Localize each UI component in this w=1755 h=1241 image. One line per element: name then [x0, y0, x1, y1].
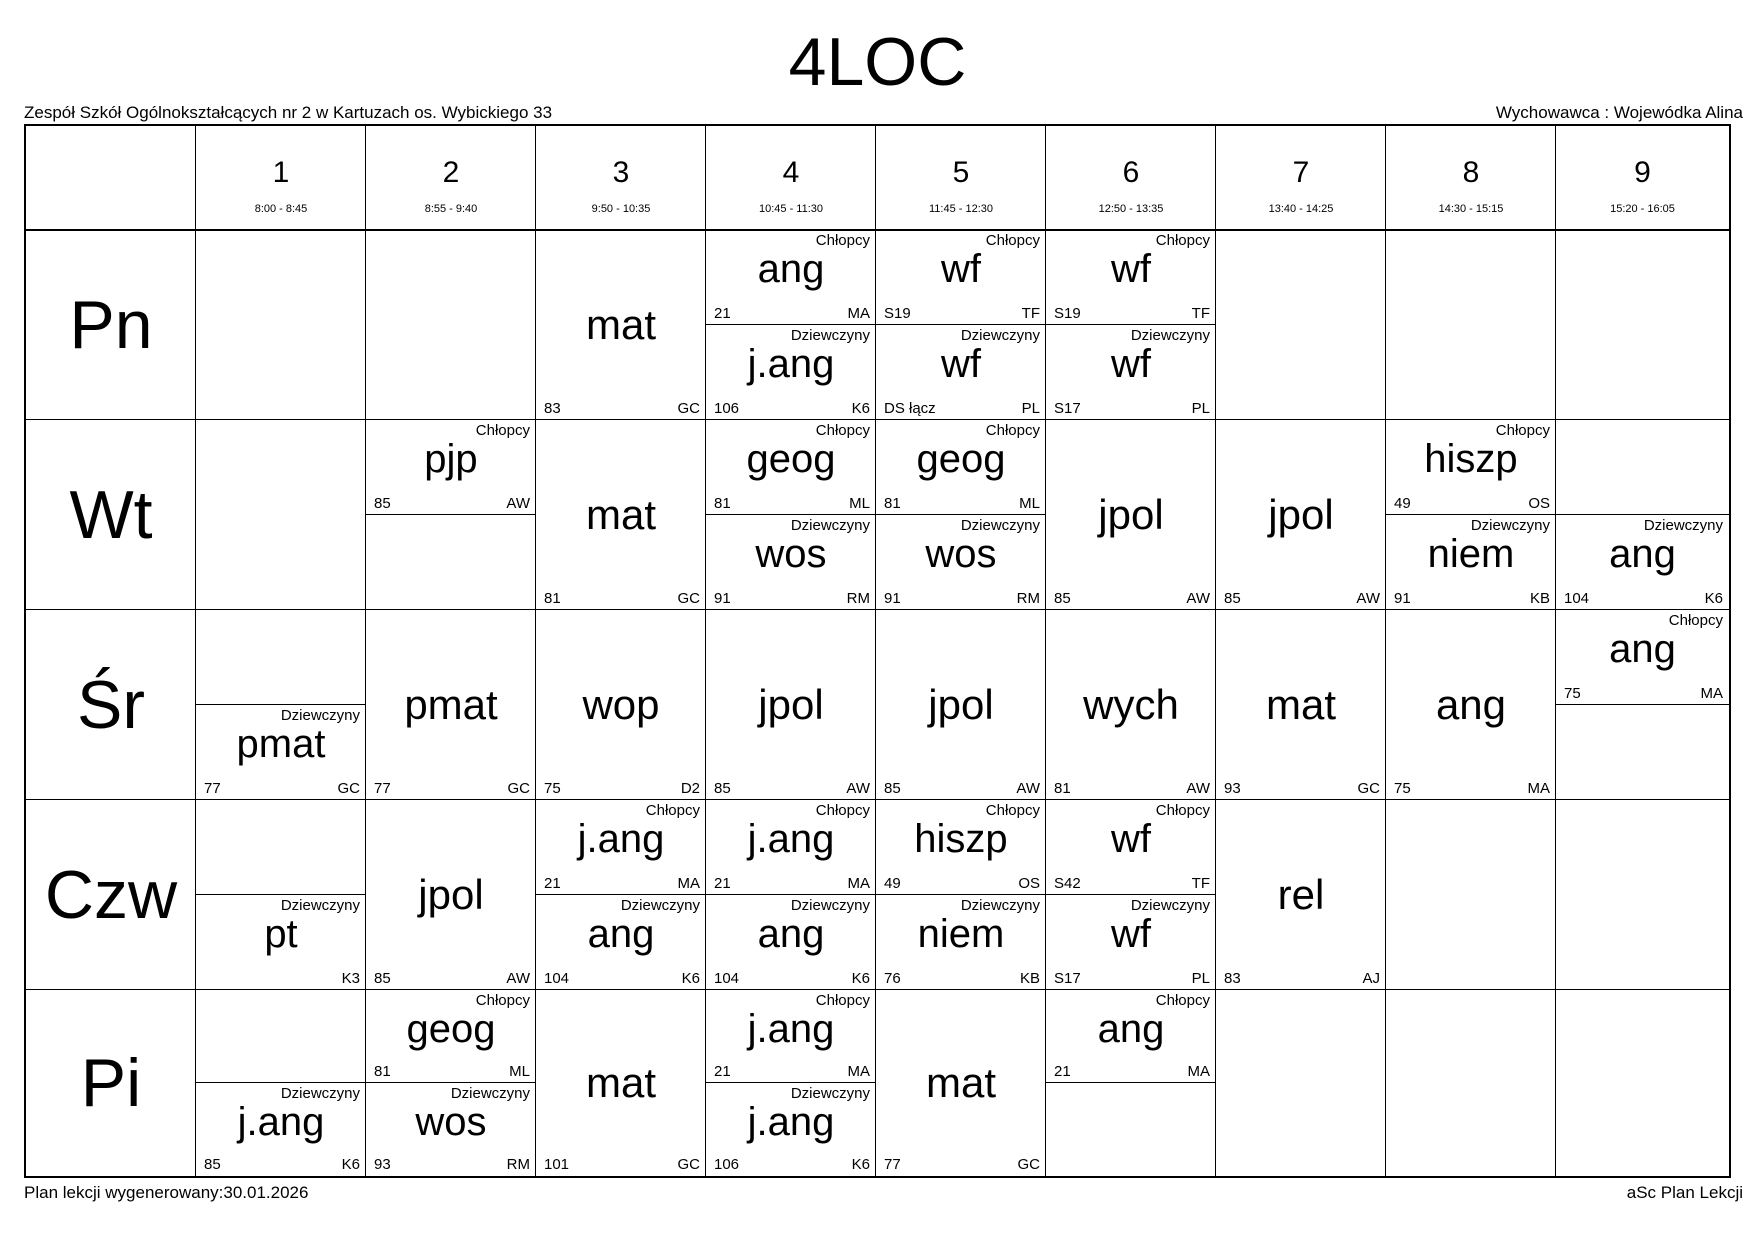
lesson-group: Dziewczyny: [280, 897, 360, 914]
lesson-cell: [536, 800, 706, 895]
timetable-grid: [24, 124, 1731, 1178]
lesson-room: 77: [884, 1156, 901, 1173]
lesson-cell: [706, 610, 876, 800]
lesson-cell: [706, 230, 876, 325]
lesson-subject: mat: [585, 301, 656, 348]
lesson-subject: wf: [1111, 817, 1151, 861]
lesson-cell: [196, 610, 366, 705]
lesson-subject: rel: [1277, 871, 1325, 918]
lesson-cell: [706, 1083, 876, 1176]
lesson-cell: [366, 610, 536, 800]
lesson-cell: [366, 515, 536, 610]
lesson-cell: [1556, 705, 1729, 800]
lesson-group: Dziewczyny: [450, 1085, 530, 1102]
lesson-teacher: AW: [1356, 590, 1380, 607]
lesson-room: 104: [1564, 590, 1590, 607]
period-number: 2: [442, 156, 460, 189]
lesson-group: Dziewczyny: [620, 897, 700, 914]
lesson-cell: [876, 990, 1046, 1176]
lesson-cell: [876, 895, 1046, 990]
lesson-subject: mat: [1265, 681, 1336, 728]
lesson-group: Dziewczyny: [280, 707, 360, 724]
lesson-teacher: AW: [506, 495, 530, 512]
lesson-group: Dziewczyny: [790, 1085, 870, 1102]
lesson-subject: ang: [1609, 532, 1676, 576]
lesson-cell: [366, 990, 536, 1083]
lesson-subject: ang: [757, 912, 825, 956]
lesson-room: 104: [544, 970, 570, 987]
lesson-group: Chłopcy: [985, 232, 1040, 249]
generated-date: Plan lekcji wygenerowany:30.01.2026: [24, 1183, 309, 1202]
lesson-room: 21: [714, 1063, 731, 1080]
lesson-teacher: RM: [506, 1156, 530, 1173]
lesson-group: Chłopcy: [645, 802, 700, 819]
lesson-teacher: TF: [1021, 305, 1040, 322]
lesson-cell: [1556, 420, 1729, 515]
lesson-group: Dziewczyny: [1130, 327, 1210, 344]
lesson-teacher: MA: [847, 1063, 870, 1080]
lesson-group: Chłopcy: [1155, 802, 1210, 819]
lesson-group: Chłopcy: [475, 422, 530, 439]
lesson-teacher: OS: [1528, 495, 1550, 512]
lesson-teacher: K6: [341, 1156, 360, 1173]
lesson-cell: [536, 895, 706, 990]
lesson-teacher: PL: [1191, 400, 1210, 417]
period-number: 9: [1634, 156, 1651, 189]
lesson-subject: geog: [406, 1007, 496, 1051]
lesson-teacher: MA: [1187, 1063, 1210, 1080]
half-divider: [876, 894, 1046, 895]
lesson-group: Dziewczyny: [280, 1085, 360, 1102]
lesson-room: 21: [544, 875, 561, 892]
lesson-cell: [1046, 895, 1216, 990]
lesson-cell: [1046, 610, 1216, 800]
lesson-teacher: GC: [1017, 1156, 1040, 1173]
period-number: 7: [1292, 156, 1310, 189]
lesson-room: S19: [1054, 305, 1081, 322]
lesson-group: Dziewczyny: [960, 517, 1040, 534]
lesson-subject: ang: [587, 912, 655, 956]
lesson-teacher: GC: [1357, 780, 1380, 797]
lesson-room: 91: [714, 590, 731, 607]
lesson-room: 104: [714, 970, 740, 987]
lesson-subject: wf: [941, 342, 981, 386]
period-number: 8: [1462, 156, 1480, 189]
lesson-cell: [1386, 515, 1556, 610]
lesson-cell: [876, 800, 1046, 895]
lesson-cell: [1216, 610, 1386, 800]
lesson-room: 77: [204, 780, 221, 797]
lesson-group: Chłopcy: [815, 802, 870, 819]
lesson-room: 85: [374, 970, 391, 987]
lesson-room: 75: [1394, 780, 1411, 797]
lesson-teacher: AW: [506, 970, 530, 987]
lesson-teacher: D2: [680, 780, 700, 797]
lesson-subject: jpol: [758, 681, 824, 728]
half-divider: [196, 704, 366, 705]
half-divider: [1046, 324, 1216, 325]
lesson-cell: [1046, 325, 1216, 420]
lesson-room: S19: [884, 305, 911, 322]
lesson-subject: wf: [1111, 342, 1151, 386]
lesson-subject: ang: [1609, 627, 1676, 671]
lesson-subject: wf: [941, 247, 981, 291]
lesson-cell: [876, 230, 1046, 325]
lesson-teacher: K6: [851, 1156, 870, 1173]
half-divider: [1046, 894, 1216, 895]
lesson-teacher: GC: [677, 590, 700, 607]
lesson-cell: [876, 515, 1046, 610]
lesson-cell: [876, 420, 1046, 515]
school-name: Zespół Szkół Ogólnokształcących nr 2 w Kartuzach os. Wybickiego 33: [24, 103, 553, 122]
lesson-subject: wf: [1111, 912, 1151, 956]
lesson-subject: j.ang: [577, 817, 665, 861]
lesson-teacher: GC: [507, 780, 530, 797]
lesson-subject: wych: [1083, 681, 1179, 728]
lesson-room: S17: [1054, 970, 1081, 987]
lesson-subject: jpol: [1268, 491, 1334, 538]
lesson-room: 81: [884, 495, 901, 512]
lesson-room: 21: [714, 875, 731, 892]
lesson-room: 81: [1054, 780, 1071, 797]
lesson-room: 81: [544, 590, 561, 607]
half-divider: [706, 894, 876, 895]
lesson-teacher: RM: [846, 590, 870, 607]
lesson-teacher: RM: [1016, 590, 1040, 607]
lesson-room: 49: [1394, 495, 1411, 512]
half-divider: [876, 514, 1046, 515]
lesson-cell: [706, 990, 876, 1083]
lesson-cell: [1556, 610, 1729, 705]
lesson-room: 106: [714, 1156, 740, 1173]
half-divider: [706, 1082, 876, 1083]
lesson-cell: [706, 515, 876, 610]
lesson-subject: mat: [585, 491, 656, 538]
lesson-subject: j.ang: [747, 342, 835, 386]
half-divider: [1556, 704, 1729, 705]
lesson-teacher: KB: [1529, 590, 1550, 607]
lesson-cell: [706, 895, 876, 990]
timetable-title: 4LOC: [788, 24, 967, 100]
lesson-cell: [536, 420, 706, 610]
lesson-teacher: MA: [1527, 780, 1550, 797]
lesson-room: 75: [544, 780, 561, 797]
lesson-group: Chłopcy: [1155, 992, 1210, 1009]
lesson-group: Chłopcy: [1668, 612, 1723, 629]
lesson-teacher: MA: [847, 305, 870, 322]
lesson-subject: pmat: [236, 722, 326, 766]
lesson-subject: hiszp: [914, 817, 1008, 861]
lesson-group: Dziewczyny: [790, 327, 870, 344]
lesson-cell: [536, 990, 706, 1176]
period-number: 1: [272, 156, 290, 189]
lesson-room: 101: [544, 1156, 570, 1173]
lesson-teacher: AW: [846, 780, 870, 797]
lesson-cell: [1386, 420, 1556, 515]
lesson-group: Chłopcy: [475, 992, 530, 1009]
lesson-cell: [1216, 800, 1386, 990]
day-label: Pn: [69, 287, 153, 363]
lesson-room: 21: [1054, 1063, 1071, 1080]
day-label: Wt: [69, 477, 153, 553]
half-divider: [196, 894, 366, 895]
lesson-cell: [536, 230, 706, 420]
lesson-cell: [706, 800, 876, 895]
period-number: 5: [952, 156, 970, 189]
lesson-room: 77: [374, 780, 391, 797]
lesson-cell: [1046, 800, 1216, 895]
lesson-cell: [536, 610, 706, 800]
lesson-teacher: GC: [677, 1156, 700, 1173]
lesson-room: 76: [884, 970, 901, 987]
lesson-subject: ang: [1435, 681, 1507, 728]
lesson-room: 85: [1224, 590, 1241, 607]
lesson-room: 83: [544, 400, 561, 417]
lesson-group: Chłopcy: [985, 802, 1040, 819]
lesson-teacher: GC: [337, 780, 360, 797]
lesson-cell: [196, 800, 366, 895]
lesson-subject: wop: [582, 681, 660, 728]
lesson-subject: wos: [415, 1100, 487, 1144]
lesson-teacher: K3: [341, 970, 360, 987]
lesson-cell: [1386, 610, 1556, 800]
lesson-subject: geog: [916, 437, 1006, 481]
lesson-subject: j.ang: [747, 1007, 835, 1051]
lesson-room: DS łącz: [884, 400, 936, 417]
lesson-teacher: PL: [1021, 400, 1040, 417]
lesson-room: 81: [374, 1063, 391, 1080]
period-time: 11:45 - 12:30: [928, 203, 993, 215]
lesson-group: Dziewczyny: [1470, 517, 1550, 534]
lesson-teacher: AW: [1186, 590, 1210, 607]
period-time: 8:00 - 8:45: [254, 203, 308, 215]
period-number: 4: [782, 156, 800, 189]
lesson-room: 91: [1394, 590, 1411, 607]
lesson-subject: j.ang: [747, 817, 835, 861]
lesson-room: 85: [204, 1156, 221, 1173]
lesson-room: 91: [884, 590, 901, 607]
lesson-teacher: GC: [677, 400, 700, 417]
lesson-teacher: MA: [847, 875, 870, 892]
half-divider: [876, 324, 1046, 325]
lesson-group: Dziewczyny: [790, 517, 870, 534]
period-number: 6: [1122, 156, 1140, 189]
lesson-teacher: KB: [1019, 970, 1040, 987]
lesson-cell: [1216, 420, 1386, 610]
lesson-cell: [1046, 420, 1216, 610]
lesson-room: S17: [1054, 400, 1081, 417]
lesson-teacher: K6: [851, 400, 870, 417]
lesson-cell: [196, 895, 366, 990]
lesson-subject: j.ang: [237, 1100, 325, 1144]
period-time: 10:45 - 11:30: [758, 203, 823, 215]
lesson-subject: ang: [1097, 1007, 1165, 1051]
lesson-cell: [706, 420, 876, 515]
lesson-subject: jpol: [418, 871, 484, 918]
lesson-group: Dziewczyny: [1643, 517, 1723, 534]
lesson-group: Dziewczyny: [960, 897, 1040, 914]
lesson-subject: jpol: [928, 681, 994, 728]
lesson-cell: [196, 705, 366, 800]
lesson-subject: wos: [925, 532, 997, 576]
lesson-subject: j.ang: [747, 1100, 835, 1144]
lesson-room: 83: [1224, 970, 1241, 987]
half-divider: [1386, 514, 1556, 515]
lesson-group: Dziewczyny: [960, 327, 1040, 344]
lesson-room: 75: [1564, 685, 1581, 702]
day-label: Czw: [44, 857, 178, 933]
lesson-subject: pmat: [404, 681, 498, 728]
lesson-group: Chłopcy: [985, 422, 1040, 439]
half-divider: [706, 324, 876, 325]
lesson-room: 21: [714, 305, 731, 322]
lesson-group: Dziewczyny: [790, 897, 870, 914]
lesson-cell: [1046, 990, 1216, 1083]
lesson-subject: mat: [925, 1059, 996, 1106]
lesson-subject: wf: [1111, 247, 1151, 291]
lesson-subject: pt: [264, 912, 298, 956]
lesson-room: 93: [1224, 780, 1241, 797]
lesson-teacher: AW: [1016, 780, 1040, 797]
lesson-room: 85: [1054, 590, 1071, 607]
lesson-subject: hiszp: [1424, 437, 1518, 481]
lesson-subject: ang: [757, 247, 825, 291]
lesson-group: Chłopcy: [815, 232, 870, 249]
half-divider: [706, 514, 876, 515]
lesson-room: 85: [374, 495, 391, 512]
lesson-cell: [706, 325, 876, 420]
lesson-room: 49: [884, 875, 901, 892]
lesson-subject: wos: [755, 532, 827, 576]
half-divider: [1556, 514, 1729, 515]
lesson-subject: niem: [917, 912, 1005, 956]
period-number: 3: [612, 156, 630, 189]
lesson-room: 106: [714, 400, 740, 417]
lesson-group: Chłopcy: [815, 992, 870, 1009]
lesson-teacher: PL: [1191, 970, 1210, 987]
lesson-teacher: AW: [1186, 780, 1210, 797]
day-label: Pi: [80, 1045, 142, 1121]
lesson-teacher: K6: [1704, 590, 1723, 607]
period-time: 9:50 - 10:35: [591, 203, 651, 215]
lesson-cell: [366, 800, 536, 990]
lesson-teacher: TF: [1191, 875, 1210, 892]
lesson-teacher: ML: [849, 495, 870, 512]
lesson-teacher: K6: [851, 970, 870, 987]
half-divider: [366, 514, 536, 515]
lesson-room: 85: [884, 780, 901, 797]
lesson-cell: [366, 1083, 536, 1176]
lesson-group: Dziewczyny: [1130, 897, 1210, 914]
lesson-cell: [1046, 230, 1216, 325]
period-time: 14:30 - 15:15: [1438, 203, 1504, 215]
lesson-teacher: ML: [509, 1063, 530, 1080]
half-divider: [536, 894, 706, 895]
period-time: 12:50 - 13:35: [1098, 203, 1164, 215]
lesson-cell: [196, 990, 366, 1083]
lesson-subject: niem: [1427, 532, 1515, 576]
lesson-cell: [366, 420, 536, 515]
lesson-cell: [876, 610, 1046, 800]
lesson-group: Chłopcy: [1495, 422, 1550, 439]
half-divider: [1046, 1082, 1216, 1083]
half-divider: [366, 1082, 536, 1083]
class-teacher: Wychowawca : Wojewódka Alina: [1495, 103, 1743, 122]
lesson-room: 81: [714, 495, 731, 512]
lesson-cell: [1556, 515, 1729, 610]
day-label: Śr: [77, 667, 145, 743]
period-time: 8:55 - 9:40: [424, 203, 478, 215]
period-time: 15:20 - 16:05: [1610, 203, 1675, 215]
lesson-room: 85: [714, 780, 731, 797]
lesson-teacher: MA: [1700, 685, 1723, 702]
lesson-cell: [876, 325, 1046, 420]
period-time: 13:40 - 14:25: [1268, 203, 1334, 215]
lesson-cell: [1046, 1083, 1216, 1176]
lesson-subject: jpol: [1098, 491, 1164, 538]
lesson-group: Chłopcy: [815, 422, 870, 439]
lesson-subject: pjp: [424, 437, 478, 481]
lesson-teacher: K6: [681, 970, 700, 987]
half-divider: [196, 1082, 366, 1083]
software-name: aSc Plan Lekcji: [1626, 1183, 1743, 1202]
lesson-teacher: TF: [1191, 305, 1210, 322]
lesson-teacher: ML: [1019, 495, 1040, 512]
lesson-room: 93: [374, 1156, 391, 1173]
lesson-subject: geog: [746, 437, 836, 481]
lesson-teacher: MA: [677, 875, 700, 892]
lesson-room: S42: [1054, 875, 1081, 892]
lesson-subject: mat: [585, 1059, 656, 1106]
lesson-cell: [196, 1083, 366, 1176]
lesson-teacher: AJ: [1362, 970, 1380, 987]
lesson-teacher: OS: [1018, 875, 1040, 892]
lesson-group: Chłopcy: [1155, 232, 1210, 249]
